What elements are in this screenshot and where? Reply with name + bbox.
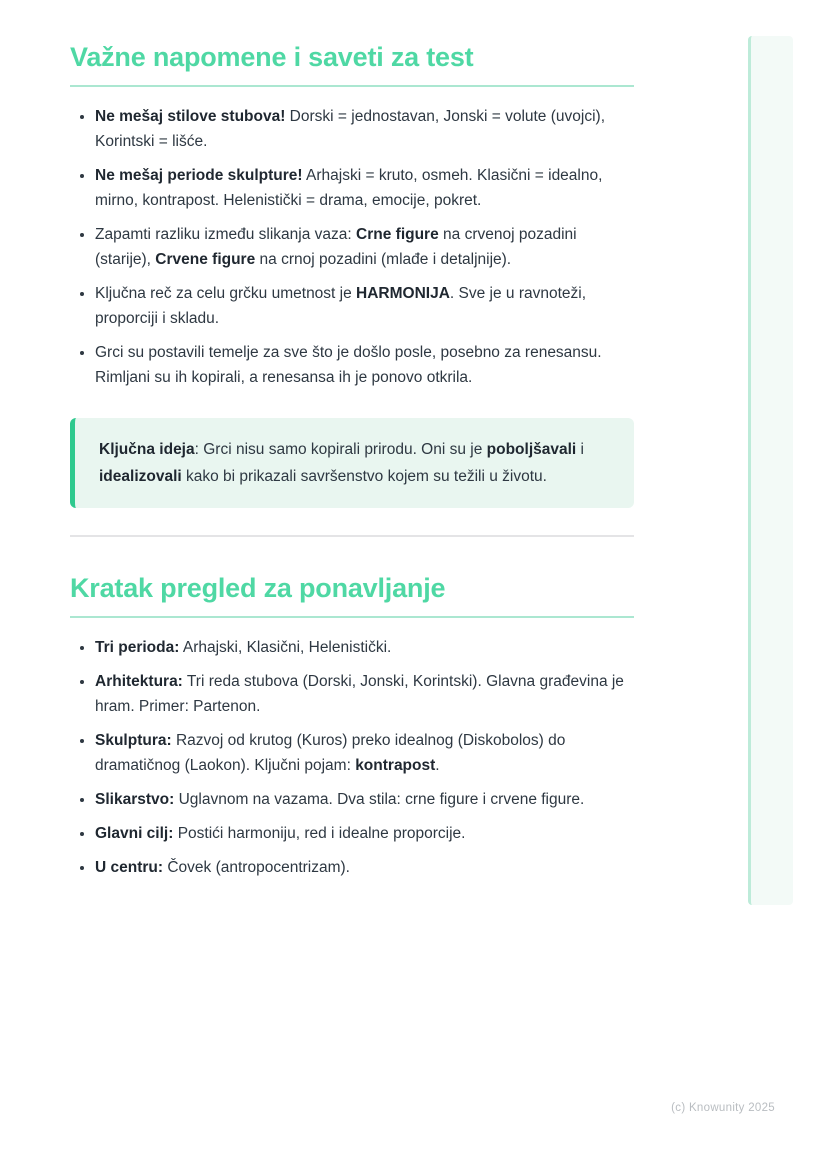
list-item [95,728,634,778]
list-item [95,340,634,390]
notes-list [70,104,634,390]
list-item [95,821,634,846]
text-run: Čovek (antropocentrizam). [163,859,350,876]
text-run: Arhajski = kruto, osmeh. Klasični = idealno, mirno, kontrapost. Helenistički = drama, emocije, pokret. [95,167,603,209]
bold-text-run: Ključna ideja [99,441,195,458]
bold-text-run: Ne mešaj stilove stubova! [95,108,286,125]
text-run: . Sve je u ravnoteži, proporciji i skladu. [95,285,587,327]
bold-text-run: Skulptura: [95,732,172,749]
bold-text-run: Crne figure [356,226,439,243]
section-review [70,573,634,880]
bold-text-run: Arhitektura: [95,673,183,690]
section-title-review: Kratak pregled za ponavljanje [70,573,634,618]
text-run: Tri reda stubova (Dorski, Jonski, Korintski). Glavna građevina je hram. Primer: Partenon. [95,673,624,715]
text-run: na crvenoj pozadini (starije), [95,226,577,268]
key-idea-text [99,436,612,490]
text-run: Postići harmoniju, red i idealne proporcije. [173,825,466,842]
list-item [95,787,634,812]
bold-text-run: kontrapost [355,757,436,774]
bold-text-run: Slikarstvo: [95,791,175,808]
key-idea-callout [70,418,634,508]
text-run: Arhajski, Klasični, Helenistički. [179,639,392,656]
text-run: Grci su postavili temelje za sve što je došlo posle, posebno za renesansu. Rimljani su ih kopirali, a renesansa ih je ponovo otkrila. [95,344,602,386]
copyright-footer: (c) Knowunity 2025 [671,1102,775,1114]
list-item [95,635,634,660]
text-run: : Grci nisu samo kopirali prirodu. Oni su je [194,441,487,458]
bold-text-run: Ne mešaj periode skulpture! [95,167,303,184]
bold-text-run: Glavni cilj: [95,825,174,842]
bold-text-run: poboljšavali [486,441,577,458]
list-item [95,104,634,154]
text-run: na crnoj pozadini (mlađe i detaljnije). [255,251,512,268]
text-run: Uglavnom na vazama. Dva stila: crne figure i crvene figure. [174,791,585,808]
text-run: Razvoj od krutog (Kuros) preko idealnog (Diskobolos) do dramatičnog (Laokon). Ključni pojam: [95,732,566,774]
content-column [70,0,634,880]
text-run: Ključna reč za celu grčku umetnost je [95,285,357,302]
list-item [95,669,634,719]
page-edge-strip [748,36,793,905]
bold-text-run: idealizovali [99,468,182,485]
bold-text-run: HARMONIJA [356,285,450,302]
list-item [95,281,634,331]
section-notes [70,42,634,508]
bold-text-run: Crvene figure [155,251,256,268]
list-item [95,163,634,213]
list-item [95,855,634,880]
text-run: kako bi prikazali savršenstvo kojem su težili u životu. [181,468,547,485]
text-run: i [576,441,584,458]
bold-text-run: Tri perioda: [95,639,180,656]
bold-text-run: U centru: [95,859,164,876]
review-list [70,635,634,880]
text-run: Zapamti razliku između slikanja vaza: [95,226,357,243]
section-divider [70,535,634,537]
section-title-notes: Važne napomene i saveti za test [70,42,634,87]
list-item [95,222,634,272]
text-run: . [435,757,440,774]
text-run: Dorski = jednostavan, Jonski = volute (uvojci), Korintski = lišće. [95,108,605,150]
